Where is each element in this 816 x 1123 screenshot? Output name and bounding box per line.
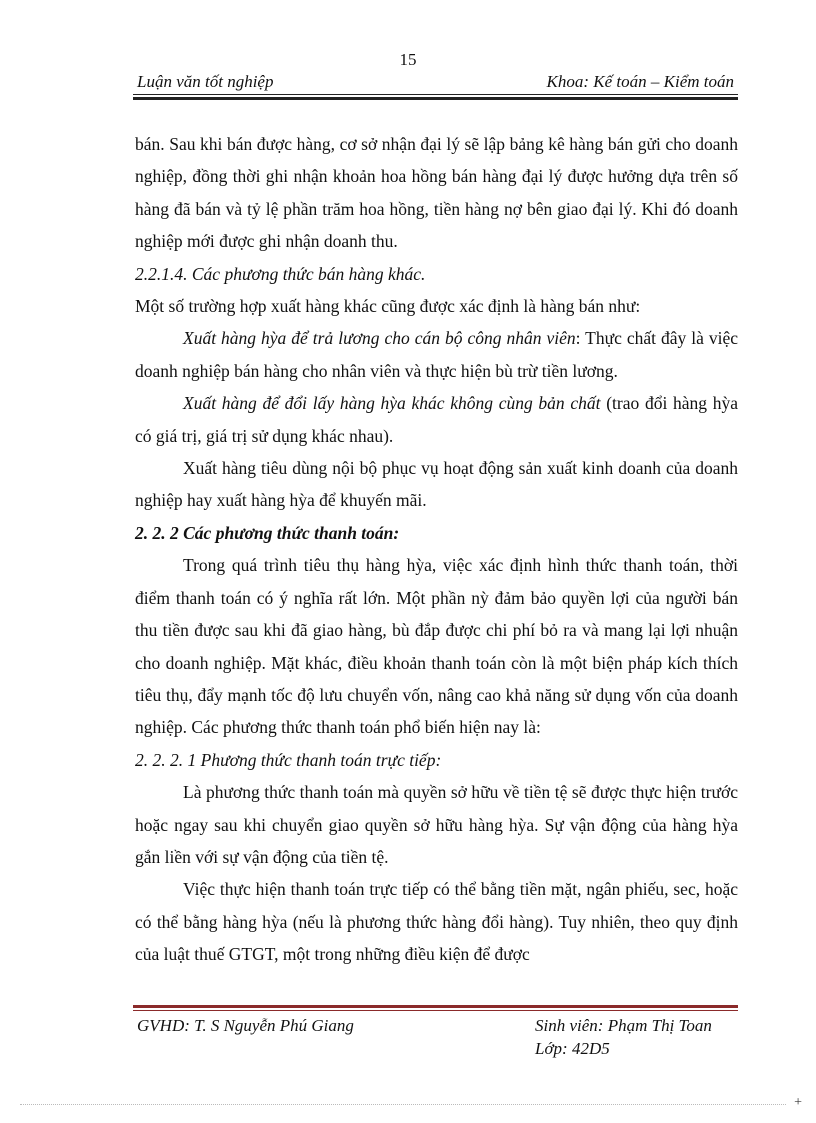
emphasis: Xuất hàng hỳa để trả lương cho cán bộ công nhân viên xyxy=(183,328,576,349)
paragraph: Xuất hàng tiêu dùng nội bộ phục vụ hoạt động sản xuất kinh doanh của doanh nghiệp hay xuất hàng hỳa để khuyến mãi. xyxy=(135,458,738,511)
paragraph: Một số trường hợp xuất hàng khác cũng được xác định là hàng bán như: xyxy=(135,296,641,317)
footer-advisor: GVHD: T. S Nguyễn Phú Giang xyxy=(137,1016,354,1035)
paragraph: Là phương thức thanh toán mà quyền sở hữu về tiền tệ sẽ được thực hiện trước hoặc ngay sau khi chuyển giao quyền sở hữu hàng hỳa. Sự vận động của hàng hỳa gắn liền với sự vận động của tiền tệ. xyxy=(135,782,738,867)
paragraph: bán. Sau khi bán được hàng, cơ sở nhận đại lý sẽ lập bảng kê hàng bán gửi cho doanh nghiệp, đồng thời ghi nhận khoản hoa hồng bán hàng đại lý được hưởng dựa trên số hàng đã bán và tỷ lệ phần trăm hoa hồng, tiền hàng nợ bên giao đại lý. Khi đó doanh nghiệp mới được ghi nhận doanh thu. xyxy=(135,134,738,252)
footer-student xyxy=(535,1014,712,1060)
header-rule-thin xyxy=(133,94,738,95)
footer-class: Lớp: 42D5 xyxy=(535,1039,610,1058)
header-faculty: Khoa: Kế toán – Kiểm toán xyxy=(546,72,734,91)
paragraph: Trong quá trình tiêu thụ hàng hỳa, việc xác định hình thức thanh toán, thời điểm thanh toán có ý nghĩa rất lớn. Một phần nỳ đảm bảo quyền lợi của người bán thu tiền được sau khi đã giao hàng, bù đắp được chi phí bỏ ra và mang lại lợi nhuận cho doanh nghiệp. Mặt khác, điều khoản thanh toán còn là một biện pháp kích thích tiêu thụ, đẩy mạnh tốc độ lưu chuyển vốn, nâng cao khả năng sử dụng vốn của doanh nghiệp. Các phương thức thanh toán phổ biến hiện nay là: xyxy=(135,555,738,738)
text: : Thực chất đây là việc doanh nghiệp bán hàng cho nhân viên và thực hiện bù trừ tiền lương. xyxy=(135,328,738,381)
header-thesis-title: Luận văn tốt nghiệp xyxy=(137,72,274,91)
header-rule-thick xyxy=(133,97,738,100)
paragraph xyxy=(135,322,738,387)
footer-rule-thin xyxy=(133,1010,738,1011)
section-heading: 2. 2. 2 Các phương thức thanh toán: xyxy=(135,522,400,543)
section-heading: 2.2.1.4. Các phương thức bán hàng khác. xyxy=(135,263,426,284)
paragraph xyxy=(135,387,738,452)
corner-mark-icon: + xyxy=(794,1095,802,1110)
footer-rule-red xyxy=(133,1005,738,1008)
emphasis: Xuất hàng để đổi lấy hàng hỳa khác không cùng bản chất xyxy=(183,393,601,414)
document-body xyxy=(135,128,738,971)
page-header xyxy=(133,72,738,92)
footer-student-name: Sinh viên: Phạm Thị Toan xyxy=(535,1016,712,1035)
paragraph: Việc thực hiện thanh toán trực tiếp có thể bằng tiền mặt, ngân phiếu, sec, hoặc có thể bằng hàng hỳa (nếu là phương thức hàng đổi hàng). Tuy nhiên, theo quy định của luật thuế GTGT, một trong những điều kiện để được xyxy=(135,879,738,965)
text: (trao đổi hàng hỳa có giá trị, giá trị sử dụng khác nhau). xyxy=(135,393,738,446)
page-border-dots xyxy=(20,1104,786,1105)
section-heading: 2. 2. 2. 1 Phương thức thanh toán trực tiếp: xyxy=(135,749,442,770)
page-number: 15 xyxy=(399,50,417,69)
